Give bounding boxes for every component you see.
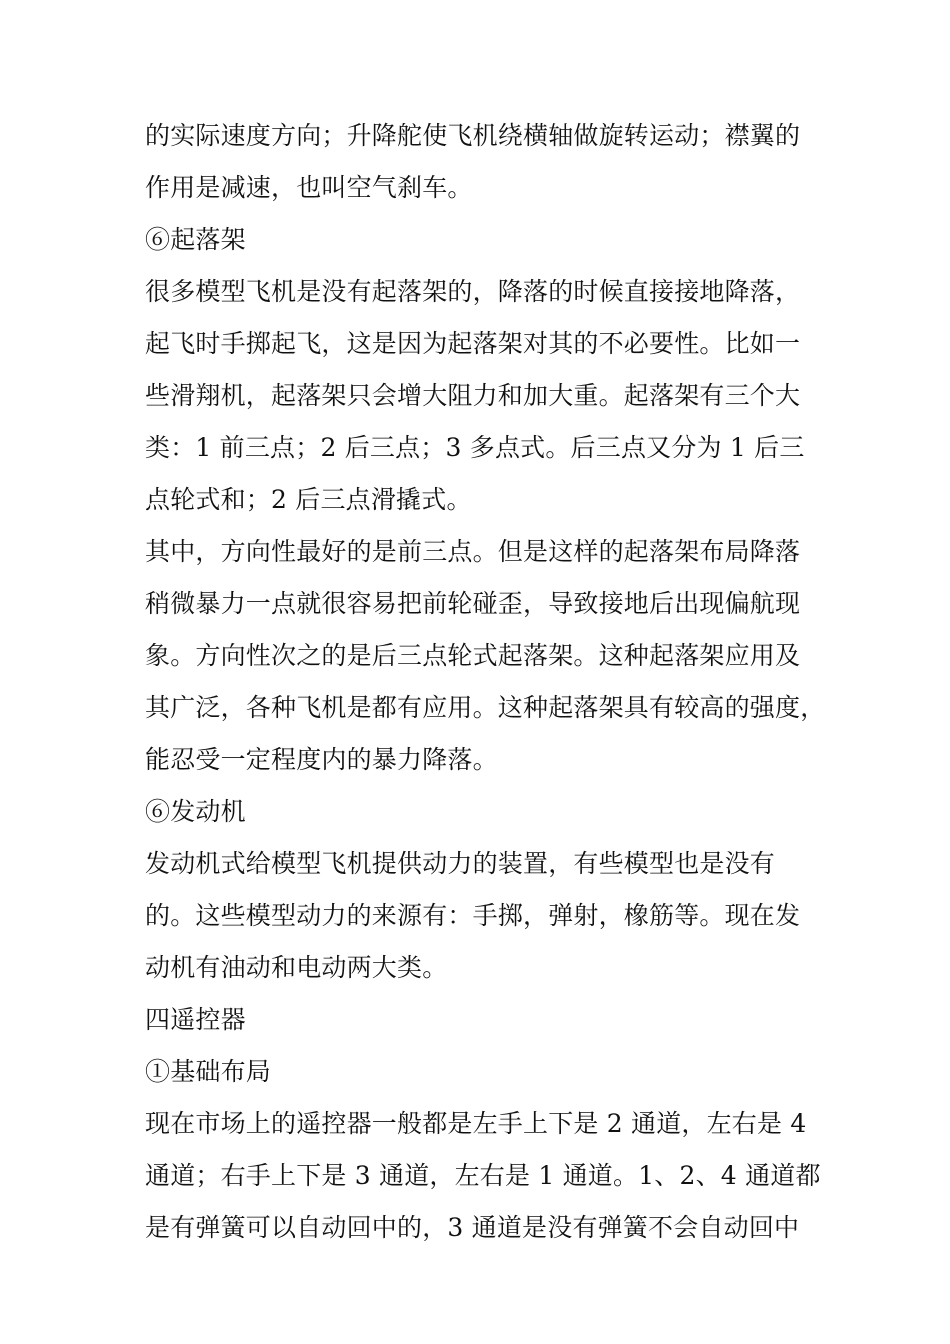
chapter-heading: 四遥控器 xyxy=(145,1005,246,1034)
text-line: 通道；右手上下是 3 通道，左右是 1 通道。1、2、4 通道都 xyxy=(145,1161,821,1190)
document-page xyxy=(145,110,845,1254)
text-line: 发动机式给模型飞机提供动力的装置，有些模型也是没有 xyxy=(145,849,776,878)
text-line: 动机有油动和电动两大类。 xyxy=(145,953,448,982)
text-line: 作用是减速，也叫空气刹车。 xyxy=(145,173,473,202)
text-line: 其广泛，各种飞机是都有应用。这种起落架具有较高的强度， xyxy=(145,693,826,722)
text-line: 很多模型飞机是没有起落架的，降落的时候直接接地降落， xyxy=(145,277,801,306)
text-line: 象。方向性次之的是后三点轮式起落架。这种起落架应用及 xyxy=(145,641,801,670)
section-heading: ⑥发动机 xyxy=(145,797,246,826)
text-line: 些滑翔机，起落架只会增大阻力和加大重。起落架有三个大 xyxy=(145,381,801,410)
section-heading: ①基础布局 xyxy=(145,1057,272,1086)
text-line: 点轮式和；2 后三点滑撬式。 xyxy=(145,485,472,514)
text-line: 起飞时手掷起飞，这是因为起落架对其的不必要性。比如一 xyxy=(145,329,801,358)
text-line: 现在市场上的遥控器一般都是左手上下是 2 通道，左右是 4 xyxy=(145,1109,807,1138)
section-heading: ⑥起落架 xyxy=(145,225,246,254)
text-line: 的。这些模型动力的来源有：手掷，弹射，橡筋等。现在发 xyxy=(145,901,801,930)
text-line: 是有弹簧可以自动回中的，3 通道是没有弹簧不会自动回中 xyxy=(145,1213,800,1242)
text-line: 类：1 前三点；2 后三点；3 多点式。后三点又分为 1 后三 xyxy=(145,433,805,462)
text-line: 的实际速度方向；升降舵使飞机绕横轴做旋转运动；襟翼的 xyxy=(145,121,801,150)
text-line: 稍微暴力一点就很容易把前轮碰歪，导致接地后出现偏航现 xyxy=(145,589,801,618)
text-line: 能忍受一定程度内的暴力降落。 xyxy=(145,745,498,774)
text-line: 其中，方向性最好的是前三点。但是这样的起落架布局降落 xyxy=(145,537,801,566)
